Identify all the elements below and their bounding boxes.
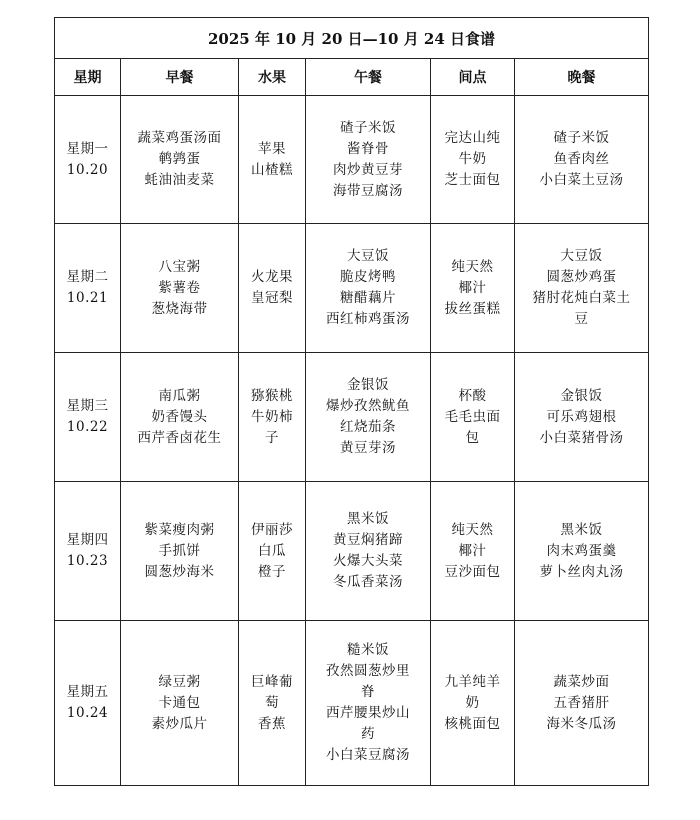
dinner-item: 小白菜猪骨汤 bbox=[539, 429, 624, 446]
fruit-item: 白瓜 bbox=[258, 542, 286, 559]
day-date: 10.21 bbox=[66, 290, 109, 306]
lunch-item: 糖醋藕片 bbox=[340, 290, 396, 306]
lunch-item: 冬瓜香菜汤 bbox=[333, 574, 403, 590]
fruit-item: 皇冠梨 bbox=[251, 290, 293, 306]
breakfast-item: 蚝油油麦菜 bbox=[144, 172, 215, 188]
fruit-cell bbox=[239, 353, 306, 482]
day-name: 星期五 bbox=[66, 684, 109, 700]
breakfast-item: 蔬菜鸡蛋汤面 bbox=[137, 130, 222, 146]
breakfast-item: 八宝粥 bbox=[158, 258, 201, 275]
breakfast-cell bbox=[121, 96, 239, 224]
dinner-item: 小白菜土豆汤 bbox=[539, 172, 624, 188]
snack-cell bbox=[431, 482, 515, 621]
snack-item: 纯天然 bbox=[451, 521, 494, 538]
breakfast-item: 绿豆粥 bbox=[158, 673, 201, 690]
lunch-item: 糙米饭 bbox=[347, 642, 389, 658]
breakfast-item: 圆葱炒海米 bbox=[144, 563, 215, 580]
day-name: 星期一 bbox=[66, 140, 109, 157]
dinner-item: 萝卜丝肉丸汤 bbox=[539, 563, 624, 580]
dinner-item: 蔬菜炒面 bbox=[553, 673, 610, 690]
lunch-item: 碴子米饭 bbox=[340, 119, 396, 136]
lunch-item: 孜然圆葱炒里 bbox=[326, 663, 410, 679]
lunch-item: 火爆大头菜 bbox=[333, 553, 403, 569]
breakfast-item: 素炒瓜片 bbox=[151, 715, 208, 732]
table-row-tuesday bbox=[55, 224, 649, 353]
dinner-item: 鱼香肉丝 bbox=[553, 151, 610, 167]
header-breakfast: 早餐 bbox=[121, 59, 239, 96]
dinner-item: 圆葱炒鸡蛋 bbox=[546, 269, 617, 285]
breakfast-item: 鹌鹑蛋 bbox=[158, 151, 201, 167]
snack-cell bbox=[431, 353, 515, 482]
snack-cell bbox=[431, 621, 515, 786]
snack-item: 毛毛虫面 bbox=[444, 408, 501, 425]
dinner-item: 豆 bbox=[574, 311, 589, 327]
lunch-item: 黑米饭 bbox=[347, 511, 389, 527]
lunch-item: 红烧茄条 bbox=[340, 419, 396, 435]
fruit-item: 子 bbox=[265, 429, 279, 446]
fruit-cell bbox=[239, 96, 306, 224]
lunch-item: 黄豆芽汤 bbox=[340, 440, 396, 456]
dinner-item: 碴子米饭 bbox=[553, 130, 610, 146]
lunch-item: 海带豆腐汤 bbox=[333, 182, 403, 199]
fruit-cell bbox=[239, 482, 306, 621]
fruit-item: 牛奶柿 bbox=[251, 408, 293, 425]
dinner-cell bbox=[515, 621, 649, 786]
dinner-item: 海米冬瓜汤 bbox=[546, 715, 617, 732]
day-cell bbox=[55, 224, 121, 353]
snack-item: 芝士面包 bbox=[444, 172, 501, 188]
breakfast-cell bbox=[121, 224, 239, 353]
day-name: 星期四 bbox=[66, 532, 109, 548]
breakfast-item: 西芹香卤花生 bbox=[137, 429, 222, 446]
breakfast-cell bbox=[121, 482, 239, 621]
breakfast-item: 葱烧海带 bbox=[151, 300, 208, 317]
lunch-item: 大豆饭 bbox=[347, 248, 389, 264]
day-cell bbox=[55, 482, 121, 621]
day-cell bbox=[55, 96, 121, 224]
snack-item: 牛奶 bbox=[458, 151, 487, 167]
dinner-item: 黑米饭 bbox=[560, 521, 603, 538]
snack-item: 奶 bbox=[465, 694, 480, 711]
day-date: 10.22 bbox=[66, 419, 109, 435]
dinner-item: 猪肘花炖白菜土 bbox=[532, 290, 631, 306]
fruit-item: 山楂糕 bbox=[251, 161, 293, 178]
menu-table bbox=[54, 17, 649, 786]
snack-cell bbox=[431, 96, 515, 224]
lunch-item: 肉炒黄豆芽 bbox=[333, 161, 403, 178]
breakfast-item: 南瓜粥 bbox=[158, 387, 201, 404]
dinner-cell bbox=[515, 96, 649, 224]
lunch-cell bbox=[306, 224, 431, 353]
table-row-wednesday bbox=[55, 353, 649, 482]
snack-item: 豆沙面包 bbox=[444, 563, 501, 580]
menu-title: 2025 年 10 月 20 日—10 月 24 日食谱 bbox=[55, 18, 649, 59]
dinner-cell bbox=[515, 224, 649, 353]
dinner-item: 肉末鸡蛋羹 bbox=[546, 542, 617, 559]
breakfast-item: 紫薯卷 bbox=[158, 279, 201, 296]
lunch-item: 西红柿鸡蛋汤 bbox=[326, 311, 410, 327]
snack-item: 椰汁 bbox=[458, 542, 487, 559]
table-row-monday bbox=[55, 96, 649, 224]
breakfast-item: 奶香馒头 bbox=[151, 408, 208, 425]
snack-item: 九羊纯羊 bbox=[444, 673, 501, 690]
fruit-item: 火龙果 bbox=[251, 269, 293, 285]
header-fruit: 水果 bbox=[239, 59, 306, 96]
header-weekday: 星期 bbox=[55, 59, 121, 96]
snack-item: 杯酸 bbox=[458, 387, 487, 404]
snack-item: 椰汁 bbox=[458, 279, 487, 296]
dinner-item: 大豆饭 bbox=[560, 248, 603, 264]
fruit-item: 苹果 bbox=[258, 140, 286, 157]
day-name: 星期二 bbox=[66, 269, 109, 285]
lunch-item: 黄豆焖猪蹄 bbox=[333, 532, 403, 548]
dinner-item: 可乐鸡翅根 bbox=[546, 408, 617, 425]
breakfast-cell bbox=[121, 621, 239, 786]
breakfast-item: 紫菜瘦肉粥 bbox=[144, 521, 215, 538]
day-cell bbox=[55, 353, 121, 482]
fruit-cell bbox=[239, 224, 306, 353]
lunch-item: 西芹腰果炒山 bbox=[326, 705, 410, 721]
dinner-cell bbox=[515, 353, 649, 482]
lunch-cell bbox=[306, 482, 431, 621]
lunch-item: 脆皮烤鸭 bbox=[340, 269, 396, 285]
lunch-item: 金银饭 bbox=[347, 377, 389, 393]
lunch-item: 酱脊骨 bbox=[347, 140, 389, 157]
fruit-item: 香蕉 bbox=[258, 715, 286, 732]
fruit-item: 萄 bbox=[265, 694, 279, 711]
lunch-cell bbox=[306, 621, 431, 786]
lunch-item: 小白菜豆腐汤 bbox=[326, 747, 410, 763]
fruit-item: 伊丽莎 bbox=[251, 521, 293, 538]
snack-item: 包 bbox=[465, 429, 480, 446]
snack-item: 核桃面包 bbox=[444, 715, 501, 732]
lunch-item: 药 bbox=[361, 726, 375, 742]
header-dinner: 晚餐 bbox=[515, 59, 649, 96]
fruit-cell bbox=[239, 621, 306, 786]
dinner-cell bbox=[515, 482, 649, 621]
dinner-item: 五香猪肝 bbox=[553, 694, 610, 711]
day-cell bbox=[55, 621, 121, 786]
header-row bbox=[55, 59, 649, 96]
day-name: 星期三 bbox=[66, 398, 109, 414]
dinner-item: 金银饭 bbox=[560, 387, 603, 404]
day-date: 10.23 bbox=[66, 553, 109, 569]
lunch-cell bbox=[306, 353, 431, 482]
lunch-item: 脊 bbox=[361, 684, 375, 700]
fruit-item: 巨峰葡 bbox=[251, 673, 293, 690]
fruit-item: 猕猴桃 bbox=[251, 387, 293, 404]
breakfast-item: 手抓饼 bbox=[158, 542, 201, 559]
snack-item: 拔丝蛋糕 bbox=[444, 300, 501, 317]
day-date: 10.24 bbox=[66, 705, 109, 721]
table-row-thursday bbox=[55, 482, 649, 621]
breakfast-cell bbox=[121, 353, 239, 482]
header-snack: 间点 bbox=[431, 59, 515, 96]
lunch-item: 爆炒孜然鱿鱼 bbox=[326, 398, 410, 414]
lunch-cell bbox=[306, 96, 431, 224]
snack-item: 纯天然 bbox=[451, 258, 494, 275]
fruit-item: 橙子 bbox=[258, 563, 286, 580]
table-row-friday bbox=[55, 621, 649, 786]
header-lunch: 午餐 bbox=[306, 59, 431, 96]
day-date: 10.20 bbox=[66, 161, 109, 178]
breakfast-item: 卡通包 bbox=[158, 694, 201, 711]
snack-item: 完达山纯 bbox=[444, 130, 501, 146]
snack-cell bbox=[431, 224, 515, 353]
